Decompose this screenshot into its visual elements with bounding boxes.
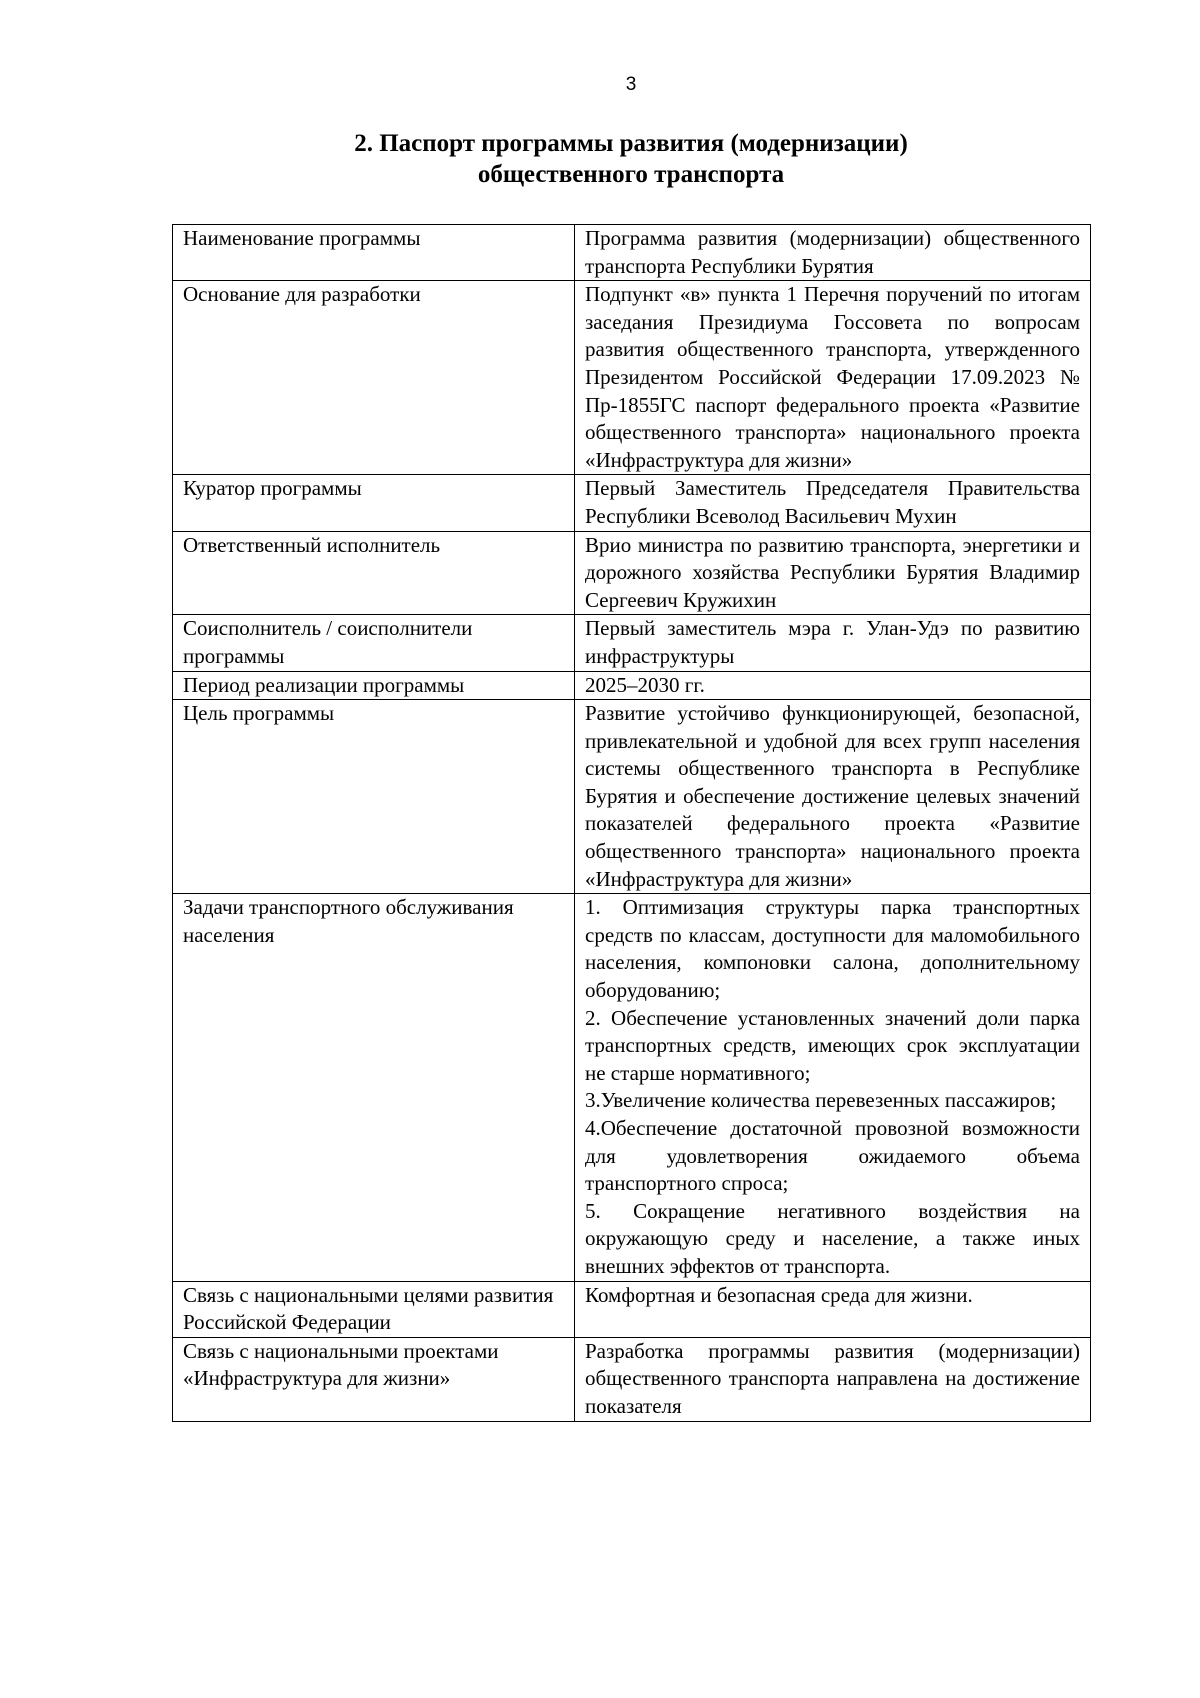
task-item: 5. Сокращение негативного воздействия на окружающую среду и население, а также иных внешних эффектов от транспорта. xyxy=(585,1198,1080,1278)
row-value: 2025–2030 гг. xyxy=(575,671,1091,700)
row-label: Ответственный исполнитель xyxy=(173,531,575,615)
table-row xyxy=(173,1281,1091,1337)
row-value: Развитие устойчиво функционирующей, безопасной, привлекательной и удобной для всех групп населения системы общественного транспорта в Республике Бурятия и обеспечение достижение целевых значений показателей федерального проекта «Развитие общественного транспорта» национального проекта «Инфраструктура для жизни» xyxy=(575,700,1091,894)
row-value: Подпункт «в» пункта 1 Перечня поручений по итогам заседания Президиума Госсовета по вопросам развития общественного транспорта, утвержденного Президентом Российской Федерации 17.09.2023 № Пр-1855ГС паспорт федерального проекта «Развитие общественного транспорта» национального проекта «Инфраструктура для жизни» xyxy=(575,281,1091,475)
table-row xyxy=(173,531,1091,615)
table-row xyxy=(173,671,1091,700)
row-label: Связь с национальными проектами «Инфраструктура для жизни» xyxy=(173,1337,575,1421)
table-row xyxy=(173,281,1091,475)
row-label: Цель программы xyxy=(173,700,575,894)
row-value: Врио министра по развитию транспорта, энергетики и дорожного хозяйства Республики Бурятия Владимир Сергеевич Кружихин xyxy=(575,531,1091,615)
task-item: 4.Обеспечение достаточной провозной возможности для удовлетворения ожидаемого объема транспортного спроса; xyxy=(585,1116,1080,1196)
row-value xyxy=(575,894,1091,1281)
task-item: 2. Обеспечение установленных значений доли парка транспортных средств, имеющих срок эксплуатации не старше нормативного; xyxy=(585,1005,1080,1085)
row-label: Связь с национальными целями развития Российской Федерации xyxy=(173,1281,575,1337)
table-row xyxy=(173,1337,1091,1421)
row-value: Комфортная и безопасная среда для жизни. xyxy=(575,1281,1091,1337)
title-line-2: общественного транспорта xyxy=(477,161,785,188)
row-label: Соисполнитель / соисполнители программы xyxy=(173,615,575,671)
table-row xyxy=(173,615,1091,671)
page-number: 3 xyxy=(625,74,637,95)
task-item: 3.Увеличение количества перевезенных пассажиров; xyxy=(585,1088,1057,1113)
row-value: Первый Заместитель Председателя Правительства Республики Всеволод Васильевич Мухин xyxy=(575,475,1091,531)
program-passport-table xyxy=(172,224,1091,1422)
table-row xyxy=(173,700,1091,894)
page-title xyxy=(0,128,1200,190)
row-value: Разработка программы развития (модернизации) общественного транспорта направлена на достижение показателя xyxy=(575,1337,1091,1421)
row-value: Программа развития (модернизации) общественного транспорта Республики Бурятия xyxy=(575,225,1091,281)
task-item: 1. Оптимизация структуры парка транспортных средств по классам, доступности для маломобильного населения, компоновки салона, дополнительному оборудованию; xyxy=(585,895,1080,1003)
table-row xyxy=(173,225,1091,281)
title-line-1: 2. Паспорт программы развития (модернизации) xyxy=(354,130,908,157)
row-label: Период реализации программы xyxy=(173,671,575,700)
row-label: Задачи транспортного обслуживания населения xyxy=(173,894,575,1281)
row-label: Куратор программы xyxy=(173,475,575,531)
row-value: Первый заместитель мэра г. Улан-Удэ по развитию инфраструктуры xyxy=(575,615,1091,671)
row-label: Основание для разработки xyxy=(173,281,575,475)
table-row xyxy=(173,894,1091,1281)
table-row xyxy=(173,475,1091,531)
row-label: Наименование программы xyxy=(173,225,575,281)
